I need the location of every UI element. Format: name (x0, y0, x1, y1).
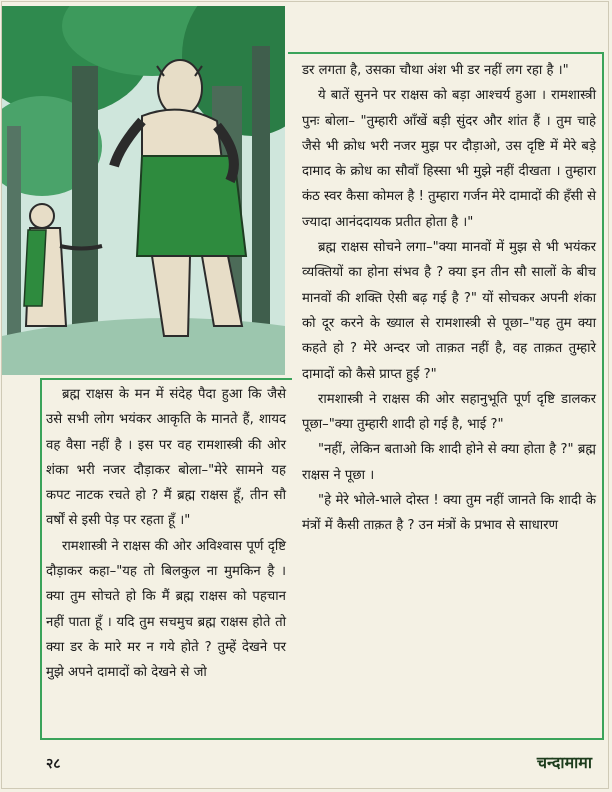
paragraph: "नहीं, लेकिन बताओ कि शादी होने से क्या होता है ?" ब्रह्म राक्षस ने पूछा । (302, 442, 596, 483)
paragraph: रामशास्त्री ने राक्षस की ओर अविश्वास पूर्ण दृष्टि दौड़ाकर कहा–"यह तो बिलकुल ना मुमकिन है । क्या तुम सोचते हो कि मैं ब्रह्म राक्षस को पहचान नहीं पाता हूँ । यदि तुम सचमुच ब्रह्म राक्षस होते तो क्या डर के मारे मर न गये होते ? तुम्हें देखने पर मुझे अपने दामादों को देखने से जो (46, 538, 286, 681)
paragraph: ब्रह्म राक्षस के मन में संदेह पैदा हुआ कि जैसे उसे सभी लोग भयंकर आकृति के मानते हैं, शायद वह वैसा नहीं है । इस पर वह रामशास्त्री की ओर शंका भरी नजर दौड़ाकर बोला–"मेरे सामने यह कपट नाटक रचते हो ? मैं ब्रह्म राक्षस हूँ, तीन सौ वर्षों से इसी पेड़ पर रहता हूँ ।" (46, 387, 286, 529)
left-column-text (46, 382, 286, 686)
page-number: २८ (46, 756, 61, 772)
page-footer (0, 742, 612, 782)
story-illustration (2, 6, 285, 375)
right-column-text (302, 58, 596, 539)
paragraph: डर लगता है, उसका चौथा अंश भी डर नहीं लग रहा है ।" (302, 63, 569, 78)
paragraph: "हे मेरे भोले-भाले दोस्त ! क्या तुम नहीं जानते कि शादी के मंत्रों में कैसी ताक़त है ? उन मंत्रों के प्रभाव से साधारण (302, 493, 596, 534)
paragraph: ये बातें सुनने पर राक्षस को बड़ा आश्चर्य हुआ । रामशास्त्री पुनः बोला– "तुम्हारी आँखें बड़ी सुंदर और शांत हैं । तुम चाहे जैसे भी क्रोध भरी नजर मुझ पर दौड़ाओ, उस दृष्टि में मेरे बड़े दामाद के क्रोध का सौवाँ हिस्सा भी मुझे नहीं दीखता । तुम्हारा कंठ स्वर कैसा कोमल है ! तुम्हारा गर्जन मेरे दामादों की हँसी से ज्यादा आनंददायक प्रतीत होता है ।" (302, 88, 596, 230)
paragraph: ब्रह्म राक्षस सोचने लगा–"क्या मानवों में मुझ से भी भयंकर व्यक्तियों का होना संभव है ? क्या इन तीन सौ सालों के बीच मानवों की शक्ति ऐसी बढ़ गई है ?" यों सोचकर अपनी शंका को दूर करने के ख्याल से रामशास्त्री से पूछा–"यह तुम क्या कहते हो ? मेरे अन्दर जो ताक़त नहीं है, वह ताक़त तुम्हारे दामादों को कैसे प्राप्त हुई ?" (302, 240, 596, 382)
magazine-name: चन्दामामा (536, 753, 592, 772)
paragraph: रामशास्त्री ने राक्षस की ओर सहानुभूति पूर्ण दृष्टि डालकर पूछा–"क्या तुम्हारी शादी हो गई है, भाई ?" (302, 391, 596, 433)
